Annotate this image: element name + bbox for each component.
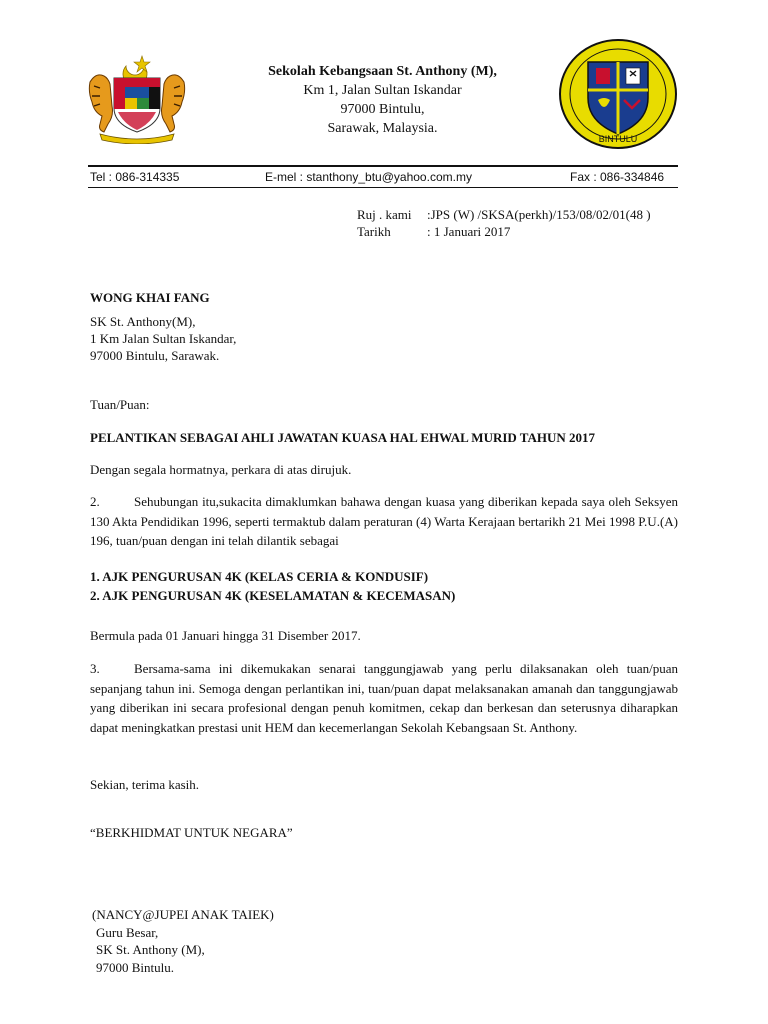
recipient-address-line: 97000 Bintulu, Sarawak. [90,348,220,363]
crest-text: BINTULU [598,134,638,144]
recipient-address [90,313,678,364]
school-crest-logo [558,38,678,150]
date-line [357,224,510,240]
appointment-item: 2. AJK PENGURUSAN 4K (KESELAMATAN & KECEMASAN) [90,588,456,603]
paragraph-number: 3. [90,661,100,676]
date-value: : 1 Januari 2017 [427,224,511,239]
appointment-item: 1. AJK PENGURUSAN 4K (KELAS CERIA & KONDUSIF) [90,569,429,584]
signatory-city: 97000 Bintulu. [96,959,175,975]
address-line-1: Km 1, Jalan Sultan Iskandar [303,83,462,98]
subject-line: PELANTIKAN SEBAGAI AHLI JAWATAN KUASA HAL EHWAL MURID TAHUN 2017 [90,430,596,445]
opening-line: Dengan segala hormatnya, perkara di atas dirujuk. [90,462,352,477]
school-name: Sekolah Kebangsaan St. Anthony (M), [268,64,497,79]
period-line: Bermula pada 01 Januari hingga 31 Disember 2017. [90,628,361,643]
paragraph-text: Bersama-sama ini dikemukakan senarai tanggungjawab yang perlu dilaksanakan oleh tuan/puan sepanjang tahun ini. Semoga dengan perlantikan ini, tuan/puan dapat melaksanakan amanah dan tanggungjawab yang diberikan ini secara profesional dengan penuh komitmen, cekap dan berkesan dan seterusnya diharapkan dapat meningkatkan prestasi unit HEM dan kecemerlangan Sekolah Kebangsaan St. Anthony. [90,661,678,735]
email: E-mel : stanthony_btu@yahoo.com.my [265,170,472,184]
address-line-3: Sarawak, Malaysia. [327,121,438,136]
header-rule-top [88,165,678,167]
letterhead [210,62,555,138]
date-label: Tarikh [357,224,391,239]
salutation: Tuan/Puan: [90,397,150,412]
recipient-name: WONG KHAI FANG [90,290,210,305]
header-rule-bottom [88,187,678,188]
signatory-name: (NANCY@JUPEI ANAK TAIEK) [92,907,274,922]
reference-label: Ruj . kami [357,207,412,222]
reference-value: :JPS (W) /SKSA(perkh)/153/08/02/01(48 ) [427,207,651,222]
reference-line [357,207,651,223]
recipient-address-line: SK St. Anthony(M), [90,314,196,329]
signatory-school: SK St. Anthony (M), [96,942,205,957]
paragraph-text: Sehubungan itu,sukacita dimaklumkan bahawa dengan kuasa yang diberikan kepada saya oleh Seksyen 130 Akta Pendidikan 1996, seperti termaktub dalam peraturan (4) Warta Kerajaan bertarikh 21 Mei 1998 P.U.(A) 196, tuan/puan dengan ini telah dilantik sebagai [90,494,678,548]
address-line-2: 97000 Bintulu, [340,102,425,117]
paragraph-number: 2. [90,494,100,509]
motto: “BERKHIDMAT UNTUK NEGARA” [90,825,293,840]
coat-of-arms-emblem [86,52,188,144]
paragraph-2 [90,492,678,551]
recipient-address-line: 1 Km Jalan Sultan Iskandar, [90,331,237,346]
signature-block [92,906,274,976]
fax: Fax : 086-334846 [570,170,665,184]
closing-line: Sekian, terima kasih. [90,777,200,792]
telephone: Tel : 086-314335 [90,170,180,184]
signatory-title: Guru Besar, [96,924,159,940]
paragraph-3 [90,659,678,737]
